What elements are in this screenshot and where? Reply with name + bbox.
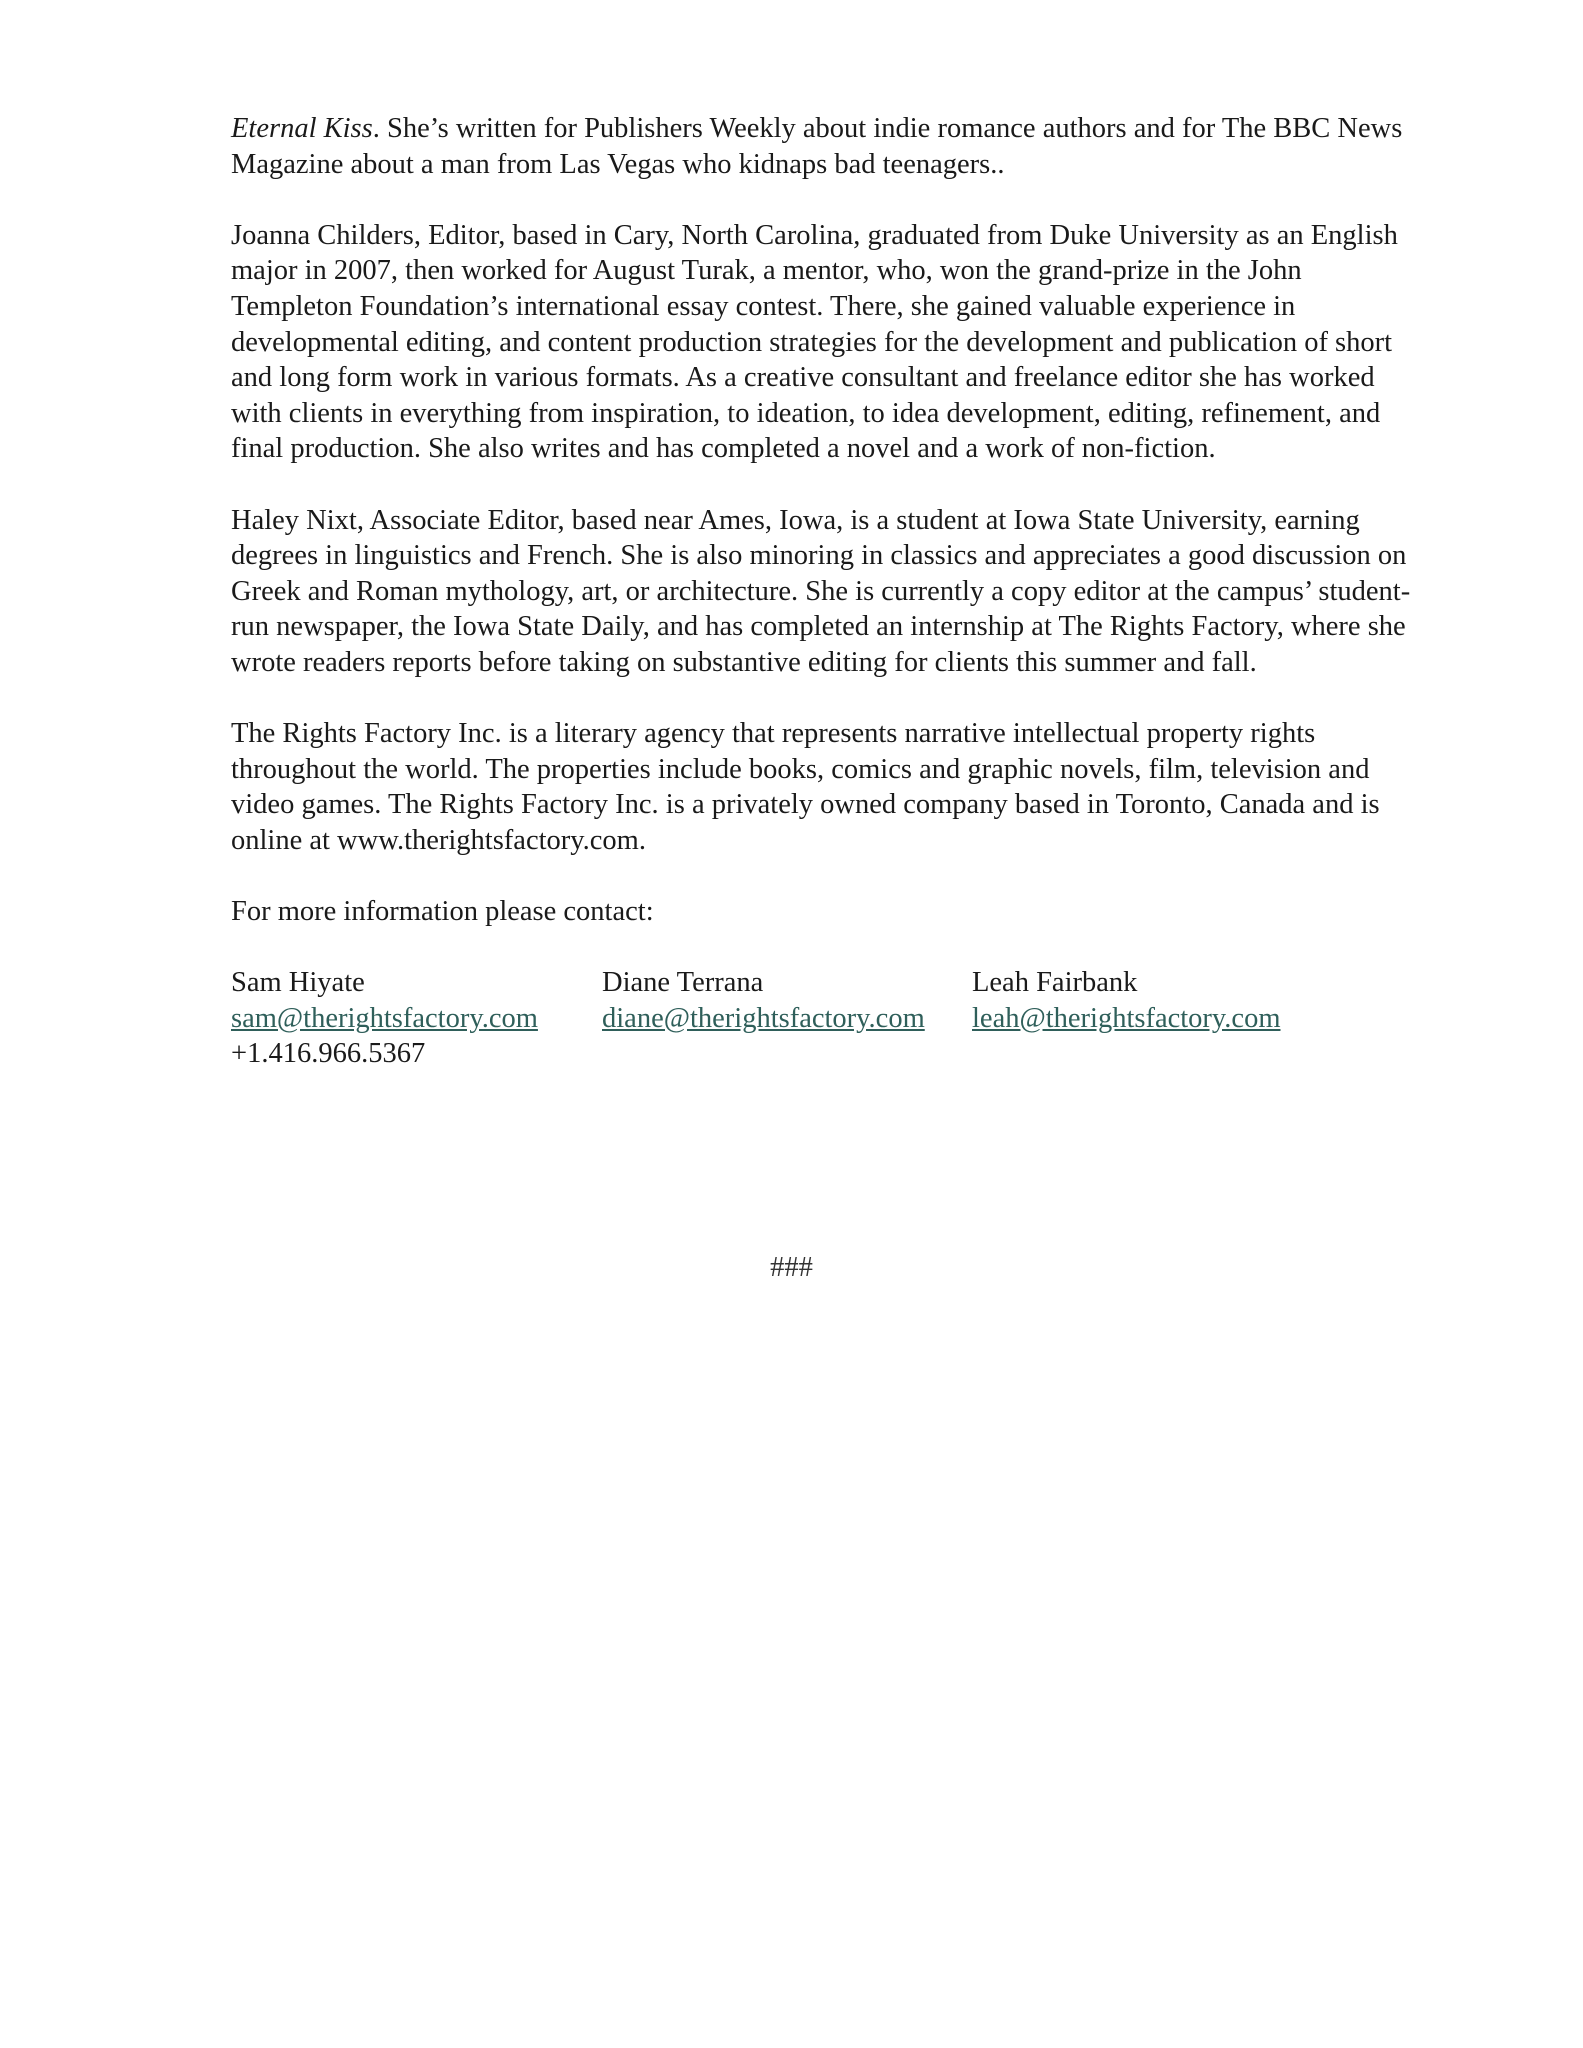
paragraph-eternal-kiss (231, 111, 1421, 182)
document-body (231, 111, 1421, 1072)
contacts-block (231, 965, 1421, 1072)
contact-phone: +1.416.966.5367 (231, 1038, 426, 1070)
book-title-italic: Eternal Kiss (231, 113, 373, 144)
contact-email-link[interactable]: diane@therightsfactory.com (602, 1002, 925, 1034)
paragraph-joanna-childers: Joanna Childers, Editor, based in Cary, North Carolina, graduated from Duke University as an English major in 2007, then worked for August Turak, a mentor, who, won the grand-prize in the John Templeton Foundation’s international essay contest. There, she gained valuable experience in developmental editing, and content production strategies for the development and publication of short and long form work in various formats. As a creative consultant and freelance editor she has worked with clients in everything from inspiration, to ideation, to idea development, editing, refinement, and final production. She also writes and has completed a novel and a work of non-fiction. (231, 219, 1398, 465)
contact-name: Sam Hiyate (231, 967, 365, 999)
contact-email-link[interactable]: sam@therightsfactory.com (231, 1002, 538, 1034)
contact-name: Leah Fairbank (972, 967, 1138, 999)
paragraph-haley-nixt: Haley Nixt, Associate Editor, based near Ames, Iowa, is a student at Iowa State University, earning degrees in linguistics and French. She is also minoring in classics and appreciates a good discussion on Greek and Roman mythology, art, or architecture. She is currently a copy editor at the campus’ student-run newspaper, the Iowa State Daily, and has completed an internship at The Rights Factory, where she wrote readers reports before taking on substantive editing for clients this summer and fall. (231, 504, 1411, 678)
paragraph-rights-factory: The Rights Factory Inc. is a literary agency that represents narrative intellectual property rights throughout the world. The properties include books, comics and graphic novels, film, television and video games. The Rights Factory Inc. is a privately owned company based in Toronto, Canada and is online at www.therightsfactory.com. (231, 718, 1380, 856)
contact-sam-hiyate (231, 965, 602, 1072)
contact-leah-fairbank (972, 965, 1372, 1072)
paragraph-contact-intro: For more information please contact: (231, 896, 654, 928)
end-of-release-mark: ### (770, 1252, 813, 1283)
paragraph-eternal-kiss-text: . She’s written for Publishers Weekly about indie romance authors and for The BBC News Magazine about a man from Las Vegas who kidnaps bad teenagers.. (231, 113, 1403, 180)
contact-name: Diane Terrana (602, 967, 764, 999)
contact-diane-terrana (602, 965, 972, 1072)
contact-email-link[interactable]: leah@therightsfactory.com (972, 1002, 1281, 1034)
